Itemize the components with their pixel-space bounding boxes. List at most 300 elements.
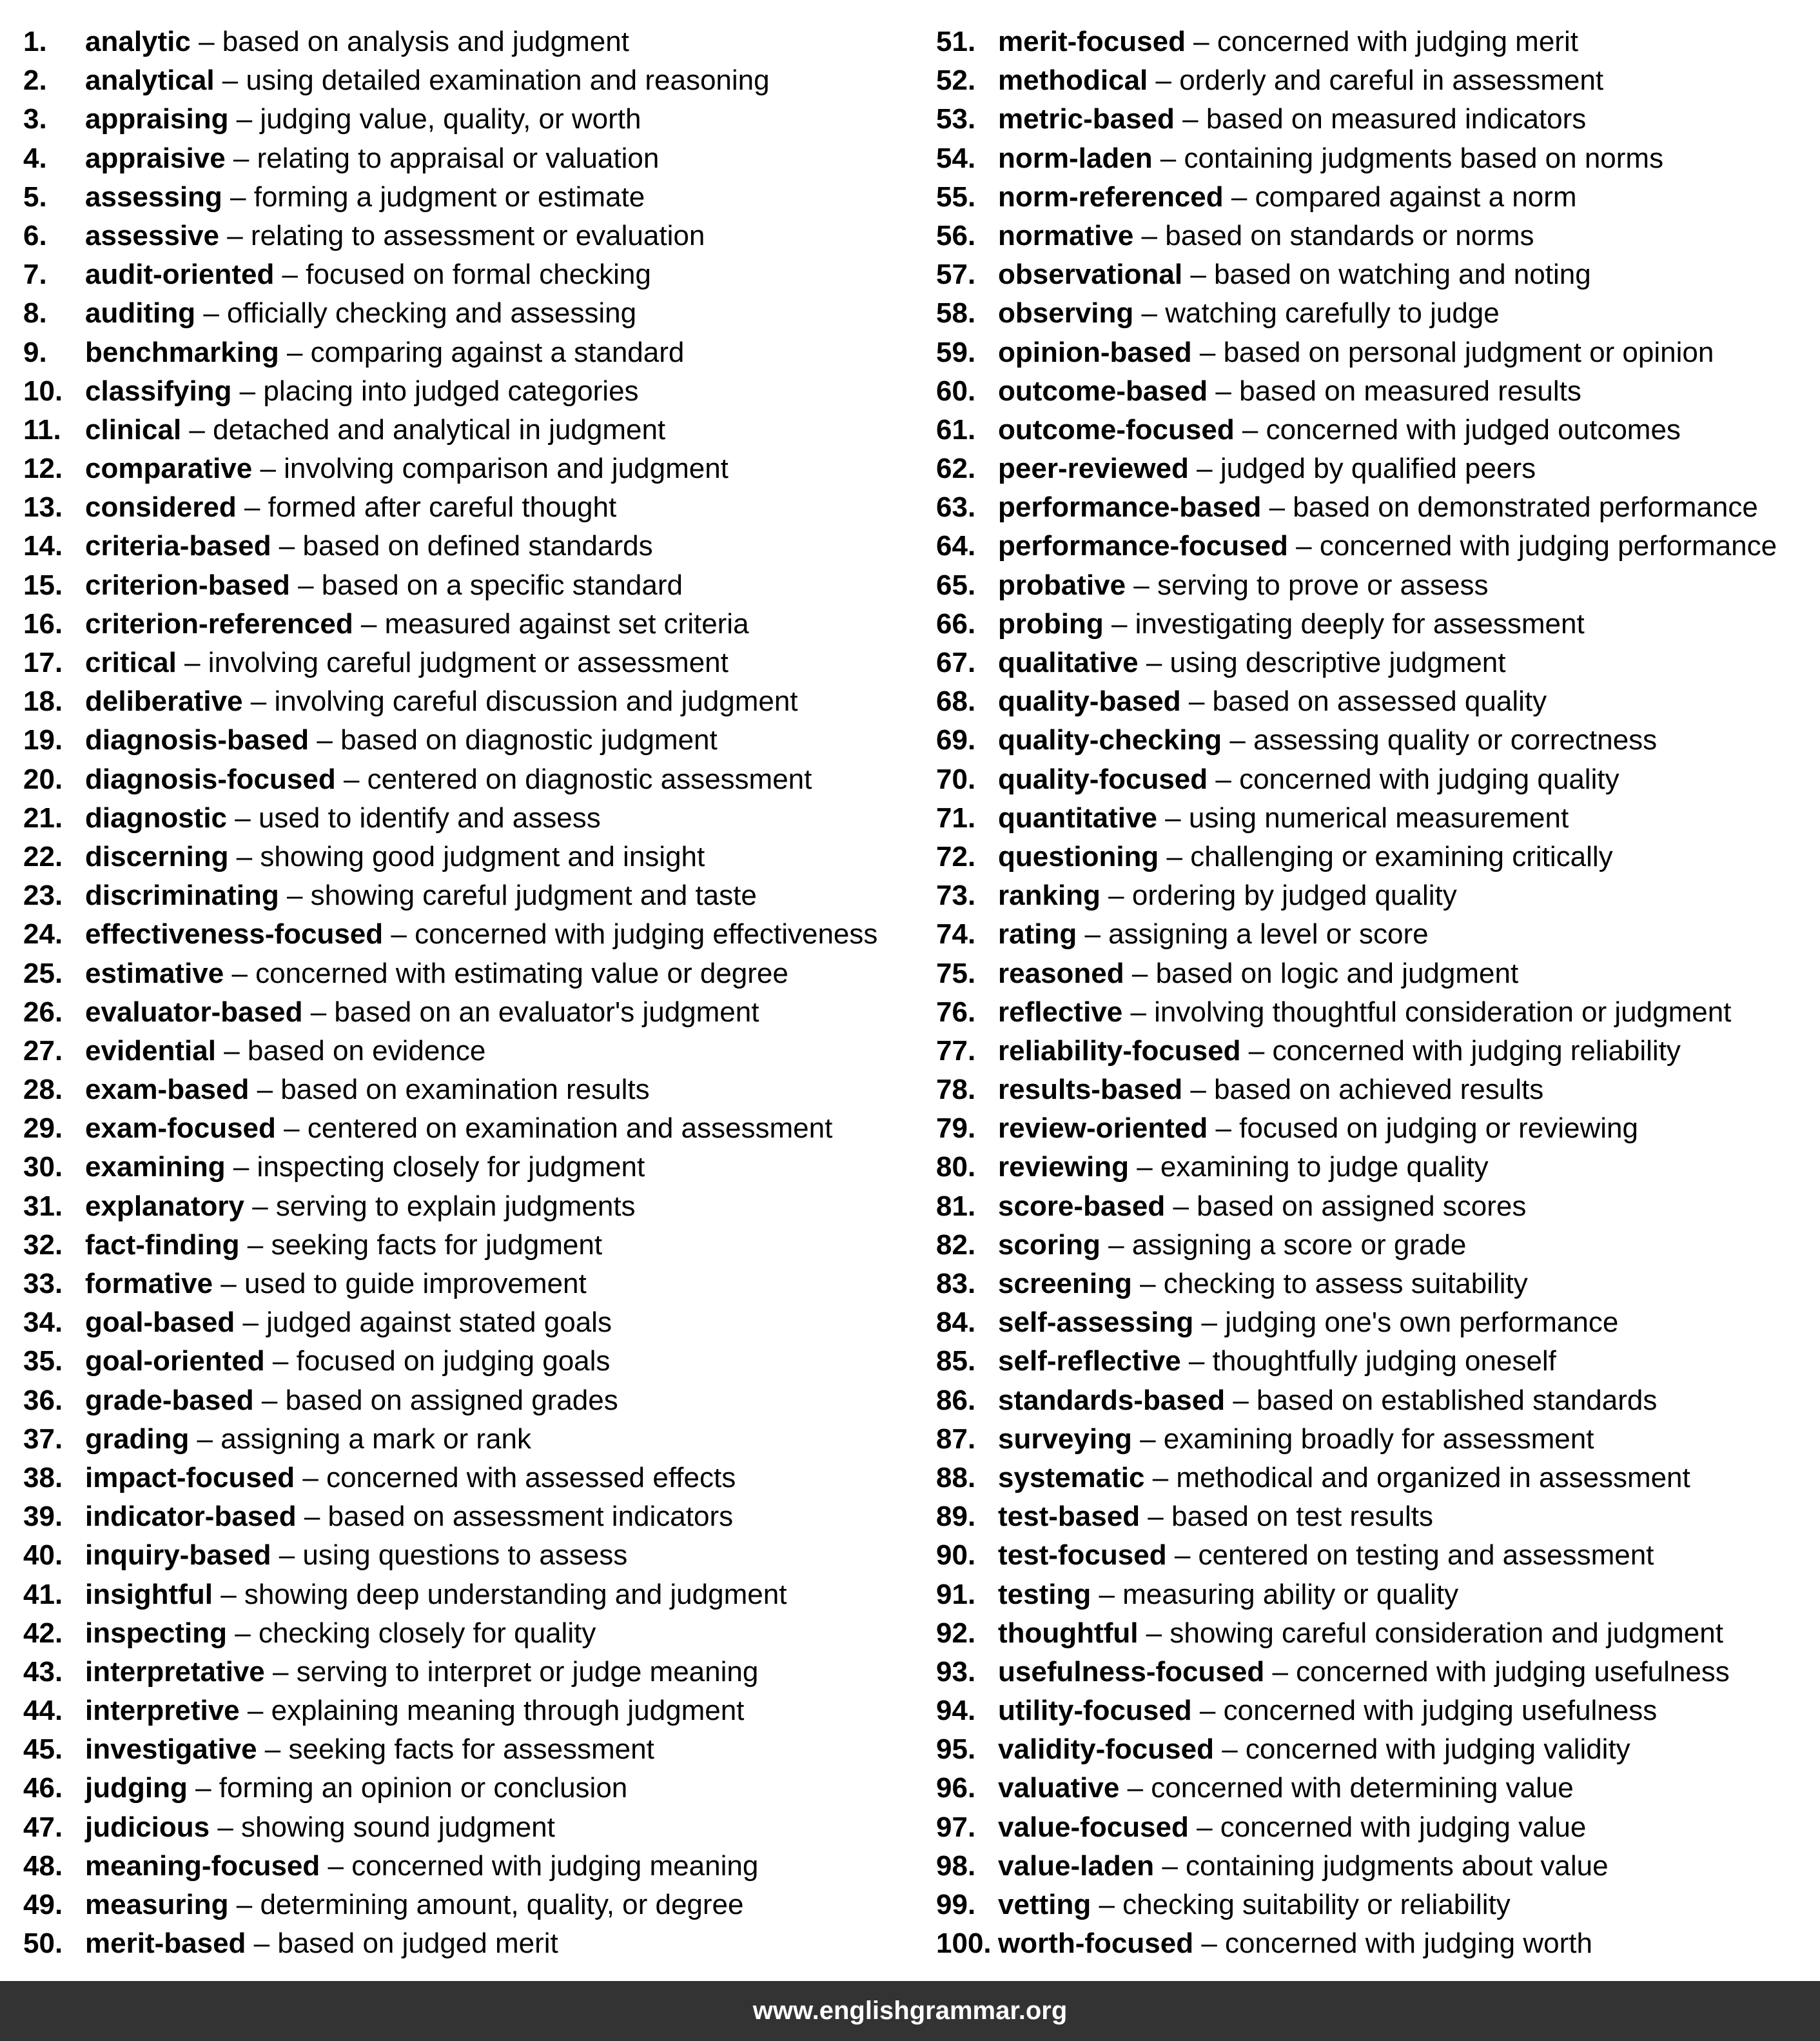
entry-separator: –: [1131, 1268, 1164, 1299]
list-item: [936, 294, 1813, 333]
entry-term: usefulness-focused: [998, 1655, 1265, 1688]
entry-number: 75.: [936, 957, 976, 989]
list-item: [23, 760, 926, 799]
entry-definition: compared against a norm: [1255, 181, 1577, 213]
entry-definition: investigating deeply for assessment: [1135, 607, 1585, 640]
list-item: [936, 915, 1813, 954]
entry-definition: involving careful discussion and judgment: [274, 685, 798, 718]
entry-separator: –: [1157, 802, 1189, 834]
entry-separator: –: [302, 996, 335, 1028]
entry-definition: concerned with determining value: [1151, 1772, 1574, 1804]
entry-number: 20.: [23, 763, 63, 795]
entry-number: 49.: [23, 1889, 63, 1920]
entry-number: 84.: [936, 1306, 976, 1339]
entry-separator: –: [212, 1578, 244, 1610]
entry-term: results-based: [998, 1074, 1183, 1106]
entry-number: 66.: [936, 607, 976, 640]
entry-term: auditing: [85, 297, 196, 330]
list-item: [936, 1497, 1813, 1536]
list-item: [936, 1265, 1813, 1303]
entry-separator: –: [236, 491, 268, 524]
entry-term: probing: [998, 607, 1104, 640]
list-item: [23, 1148, 926, 1187]
entry-term: criterion-based: [85, 569, 290, 601]
entry-separator: –: [187, 1772, 219, 1804]
entry-definition: based on achieved results: [1214, 1074, 1544, 1106]
list-item: [23, 1342, 926, 1381]
entry-term: surveying: [998, 1423, 1132, 1455]
entry-term: quality-based: [998, 685, 1181, 718]
list-item: [936, 488, 1813, 527]
entry-number: 93.: [936, 1655, 976, 1688]
entry-definition: using numerical measurement: [1188, 802, 1569, 834]
list-item: [936, 139, 1813, 178]
entry-definition: based on analysis and judgment: [222, 26, 629, 57]
list-item: [936, 1420, 1813, 1459]
entry-number: 9.: [23, 336, 47, 368]
entry-term: comparative: [85, 453, 253, 485]
entry-term: grade-based: [85, 1384, 254, 1416]
entry-definition: focused on judging goals: [296, 1345, 611, 1377]
list-item: [936, 1187, 1813, 1226]
list-item: [23, 294, 926, 333]
entry-separator: –: [1223, 181, 1255, 213]
entry-number: 31.: [23, 1190, 63, 1222]
list-item: [23, 1303, 926, 1342]
entry-separator: –: [1191, 336, 1224, 368]
list-item: [23, 1769, 926, 1808]
entry-term: diagnostic: [85, 802, 228, 834]
list-item: [23, 1381, 926, 1420]
entry-definition: based on logic and judgment: [1155, 957, 1519, 989]
entry-definition: based on standards or norms: [1165, 219, 1534, 251]
entry-definition: concerned with judging reliability: [1272, 1034, 1681, 1067]
entry-term: benchmarking: [85, 336, 279, 368]
list-item: [23, 721, 926, 760]
entry-number: 34.: [23, 1306, 63, 1339]
entry-separator: –: [1261, 491, 1293, 524]
entry-term: ranking: [998, 880, 1101, 912]
entry-term: value-focused: [998, 1811, 1189, 1843]
entry-number: 33.: [23, 1268, 63, 1299]
list-item: [936, 1342, 1813, 1381]
entry-definition: judging one's own performance: [1225, 1306, 1619, 1339]
entry-number: 98.: [936, 1849, 976, 1882]
list-item: [936, 1032, 1813, 1070]
entry-definition: judged against stated goals: [266, 1306, 612, 1339]
list-item: [936, 760, 1813, 799]
entry-term: opinion-based: [998, 336, 1192, 368]
entry-separator: –: [383, 918, 415, 951]
list-item: [23, 1808, 926, 1847]
list-item: [23, 411, 926, 449]
entry-number: 38.: [23, 1461, 63, 1494]
entry-number: 96.: [936, 1772, 976, 1804]
entry-separator: –: [244, 1190, 276, 1222]
entry-definition: serving to prove or assess: [1157, 569, 1489, 601]
entry-number: 28.: [23, 1074, 63, 1106]
entry-number: 53.: [936, 103, 976, 135]
list-item: [936, 1070, 1813, 1109]
entry-term: clinical: [85, 413, 182, 446]
entry-separator: –: [215, 1034, 248, 1067]
entry-number: 4.: [23, 142, 47, 174]
entry-term: merit-based: [85, 1928, 246, 1960]
list-item: [936, 1381, 1813, 1420]
list-item: [936, 1459, 1813, 1497]
entry-definition: watching carefully to judge: [1165, 297, 1500, 330]
entry-number: 25.: [23, 957, 63, 989]
list-item: [936, 605, 1813, 644]
list-item: [23, 1924, 926, 1963]
entry-number: 46.: [23, 1772, 63, 1804]
entry-number: 60.: [936, 375, 976, 407]
entry-definition: thoughtfully judging oneself: [1212, 1345, 1556, 1377]
entry-number: 68.: [936, 685, 976, 718]
entry-separator: –: [1188, 1811, 1220, 1843]
list-item: [23, 372, 926, 411]
entry-term: exam-focused: [85, 1112, 276, 1145]
entry-number: 37.: [23, 1423, 63, 1455]
entry-definition: forming an opinion or conclusion: [219, 1772, 628, 1804]
entry-definition: detached and analytical in judgment: [213, 413, 666, 446]
list-item: [23, 1886, 926, 1924]
list-item: [23, 217, 926, 255]
list-item: [23, 876, 926, 915]
entry-definition: measuring ability or quality: [1122, 1578, 1459, 1610]
entry-definition: checking suitability or reliability: [1122, 1889, 1511, 1920]
entry-separator: –: [309, 724, 341, 756]
entry-number: 24.: [23, 918, 63, 951]
entry-separator: –: [271, 530, 303, 562]
entry-term: judging: [85, 1772, 188, 1804]
list-item: [23, 527, 926, 566]
list-item: [936, 23, 1813, 61]
entry-term: assessing: [85, 181, 222, 213]
entry-separator: –: [1148, 64, 1180, 97]
entry-separator: –: [231, 375, 264, 407]
entry-term: utility-focused: [998, 1695, 1192, 1727]
entry-number: 35.: [23, 1345, 63, 1377]
entry-definition: concerned with judging worth: [1225, 1928, 1592, 1960]
entry-number: 16.: [23, 607, 63, 640]
entry-definition: showing good judgment and insight: [260, 840, 705, 873]
list-item: [936, 1691, 1813, 1730]
entry-separator: –: [1140, 1501, 1171, 1533]
entry-definition: focused on judging or reviewing: [1239, 1112, 1638, 1145]
entry-term: questioning: [998, 840, 1159, 873]
list-item: [23, 644, 926, 682]
entry-definition: showing sound judgment: [241, 1811, 555, 1843]
entry-term: discriminating: [85, 880, 279, 912]
list-item: [23, 1691, 926, 1730]
entry-number: 3.: [23, 103, 47, 135]
entry-separator: –: [1191, 1695, 1224, 1727]
entry-separator: –: [1138, 647, 1170, 678]
entry-number: 85.: [936, 1345, 976, 1377]
entry-definition: involving thoughtful consideration or judgment: [1154, 996, 1732, 1028]
entry-separator: –: [353, 607, 385, 640]
entry-number: 56.: [936, 219, 976, 251]
entry-definition: centered on diagnostic assessment: [367, 763, 812, 795]
entry-definition: judged by qualified peers: [1220, 453, 1536, 485]
entry-term: score-based: [998, 1190, 1166, 1222]
entry-term: examining: [85, 1151, 226, 1183]
entry-term: methodical: [998, 64, 1148, 97]
entry-number: 89.: [936, 1501, 976, 1533]
entry-definition: forming a judgment or estimate: [253, 181, 645, 213]
entry-separator: –: [213, 1268, 244, 1299]
entry-separator: –: [252, 453, 284, 485]
list-item: [936, 682, 1813, 721]
list-item: [936, 1614, 1813, 1653]
entry-term: validity-focused: [998, 1733, 1214, 1766]
entry-term: scoring: [998, 1228, 1101, 1261]
entry-definition: concerned with judged outcomes: [1266, 413, 1681, 446]
entry-number: 72.: [936, 840, 976, 873]
entry-term: inspecting: [85, 1617, 228, 1649]
entry-definition: used to guide improvement: [244, 1268, 587, 1299]
entry-separator: –: [190, 26, 222, 57]
entry-number: 44.: [23, 1695, 63, 1727]
entry-term: value-laden: [998, 1849, 1155, 1882]
list-item: [23, 333, 926, 372]
entry-separator: –: [242, 685, 275, 718]
entry-separator: –: [176, 647, 208, 678]
entry-definition: using detailed examination and reasoning: [246, 64, 770, 97]
list-item: [936, 333, 1813, 372]
entry-number: 54.: [936, 142, 976, 174]
entry-number: 5.: [23, 181, 47, 213]
entry-definition: checking to assess suitability: [1163, 1268, 1528, 1299]
entry-separator: –: [1119, 1772, 1151, 1804]
entry-term: interpretative: [85, 1655, 265, 1688]
entry-term: judicious: [85, 1811, 210, 1843]
entry-number: 6.: [23, 219, 47, 251]
entry-separator: –: [1193, 1306, 1226, 1339]
entry-term: outcome-focused: [998, 413, 1235, 446]
list-item: [23, 838, 926, 876]
entry-number: 17.: [23, 647, 63, 678]
entry-number: 14.: [23, 530, 63, 562]
entry-term: interpretive: [85, 1695, 240, 1727]
list-item: [23, 1575, 926, 1614]
entry-term: goal-based: [85, 1306, 235, 1339]
entry-separator: –: [1225, 1384, 1257, 1416]
entry-separator: –: [1165, 1190, 1197, 1222]
entry-separator: –: [1124, 957, 1156, 989]
entry-term: norm-referenced: [998, 181, 1224, 213]
list-item: [936, 255, 1813, 294]
entry-separator: –: [1182, 1074, 1215, 1106]
entry-separator: –: [1091, 1578, 1123, 1610]
word-list-right-column: [936, 23, 1813, 1963]
entry-term: diagnosis-based: [85, 724, 309, 756]
entry-term: systematic: [998, 1461, 1145, 1494]
entry-separator: –: [181, 413, 213, 446]
entry-number: 11.: [23, 413, 61, 446]
list-item: [936, 1575, 1813, 1614]
entry-term: probative: [998, 569, 1126, 601]
entry-term: considered: [85, 491, 237, 524]
list-item: [936, 993, 1813, 1032]
entry-term: criteria-based: [85, 530, 271, 562]
entry-number: 58.: [936, 297, 976, 330]
entry-term: evaluator-based: [85, 996, 303, 1028]
entry-term: investigative: [85, 1733, 257, 1766]
entry-term: audit-oriented: [85, 259, 275, 291]
list-item: [23, 23, 926, 61]
list-item: [936, 372, 1813, 411]
entry-definition: concerned with judging quality: [1239, 763, 1619, 795]
entry-separator: –: [257, 1733, 289, 1766]
entry-separator: –: [279, 336, 311, 368]
entry-term: evidential: [85, 1034, 216, 1067]
list-item: [936, 178, 1813, 217]
entry-separator: –: [228, 840, 260, 873]
entry-term: analytical: [85, 64, 215, 97]
entry-separator: –: [1100, 1228, 1132, 1261]
list-item: [23, 1497, 926, 1536]
entry-number: 87.: [936, 1423, 976, 1455]
entry-separator: –: [1166, 1539, 1199, 1572]
entry-definition: officially checking and assessing: [227, 297, 637, 330]
entry-number: 27.: [23, 1034, 63, 1067]
entry-term: metric-based: [998, 103, 1175, 135]
entry-definition: seeking facts for assessment: [288, 1733, 654, 1766]
entry-definition: centered on testing and assessment: [1198, 1539, 1654, 1572]
entry-definition: relating to assessment or evaluation: [250, 219, 705, 251]
entry-number: 41.: [23, 1578, 63, 1610]
entry-number: 15.: [23, 569, 63, 601]
entry-number: 82.: [936, 1228, 976, 1261]
entry-definition: used to identify and assess: [258, 802, 601, 834]
list-item: [936, 1886, 1813, 1924]
entry-number: 76.: [936, 996, 976, 1028]
list-item: [936, 1653, 1813, 1691]
entry-term: observational: [998, 259, 1183, 291]
entry-definition: comparing against a standard: [310, 336, 685, 368]
entry-separator: –: [1174, 103, 1206, 135]
entry-number: 88.: [936, 1461, 976, 1494]
entry-definition: based on an evaluator's judgment: [334, 996, 759, 1028]
entry-separator: –: [195, 297, 228, 330]
entry-definition: based on diagnostic judgment: [340, 724, 718, 756]
list-item: [936, 954, 1813, 993]
list-item: [936, 449, 1813, 488]
entry-term: exam-based: [85, 1074, 250, 1106]
entry-number: 100.: [936, 1928, 992, 1960]
entry-term: test-focused: [998, 1539, 1167, 1572]
entry-definition: based on judged merit: [277, 1928, 558, 1960]
entry-definition: concerned with estimating value or degree: [255, 957, 788, 989]
entry-term: measuring: [85, 1889, 229, 1920]
entry-term: quantitative: [998, 802, 1157, 834]
entry-term: effectiveness-focused: [85, 918, 384, 951]
entry-separator: –: [320, 1849, 352, 1882]
list-item: [936, 61, 1813, 100]
entry-definition: based on demonstrated performance: [1293, 491, 1758, 524]
entry-definition: based on a specific standard: [321, 569, 683, 601]
list-item: [23, 1420, 926, 1459]
footer-website-text: www.englishgrammar.org: [752, 1997, 1068, 2025]
entry-separator: –: [1100, 880, 1132, 912]
entry-separator: –: [225, 1151, 257, 1183]
entry-term: testing: [998, 1578, 1091, 1610]
entry-number: 63.: [936, 491, 976, 524]
entry-separator: –: [249, 1074, 281, 1106]
entry-term: criterion-referenced: [85, 607, 353, 640]
list-item: [936, 527, 1813, 566]
entry-term: appraisive: [85, 142, 226, 174]
entry-number: 10.: [23, 375, 63, 407]
entry-number: 77.: [936, 1034, 976, 1067]
entry-definition: orderly and careful in assessment: [1179, 64, 1604, 97]
entry-separator: –: [224, 957, 256, 989]
list-item: [936, 411, 1813, 449]
entry-separator: –: [228, 1889, 260, 1920]
list-item: [23, 1730, 926, 1769]
entry-definition: based on evidence: [247, 1034, 486, 1067]
list-item: [936, 1769, 1813, 1808]
list-item: [936, 1924, 1813, 1963]
entry-number: 36.: [23, 1384, 63, 1416]
entry-separator: –: [222, 181, 254, 213]
list-item: [936, 1148, 1813, 1187]
entry-separator: –: [1144, 1461, 1177, 1494]
entry-definition: based on measured results: [1239, 375, 1581, 407]
entry-number: 18.: [23, 685, 63, 718]
list-item: [23, 449, 926, 488]
entry-separator: –: [1264, 1655, 1297, 1688]
entry-definition: based on defined standards: [302, 530, 653, 562]
entry-definition: showing careful judgment and taste: [310, 880, 757, 912]
entry-separator: –: [1133, 297, 1166, 330]
entry-number: 74.: [936, 918, 976, 951]
entry-definition: based on measured indicators: [1206, 103, 1587, 135]
entry-separator: –: [275, 1112, 308, 1145]
entry-term: impact-focused: [85, 1461, 295, 1494]
word-list-left-column: [23, 23, 926, 1963]
entry-term: observing: [998, 297, 1134, 330]
entry-number: 92.: [936, 1617, 976, 1649]
list-item: [23, 1847, 926, 1886]
entry-definition: involving comparison and judgment: [284, 453, 729, 485]
entry-number: 97.: [936, 1811, 976, 1843]
entry-term: analytic: [85, 26, 191, 57]
entry-term: peer-reviewed: [998, 453, 1189, 485]
entry-separator: –: [1208, 1112, 1240, 1145]
entry-number: 81.: [936, 1190, 976, 1222]
entry-definition: concerned with judging usefulness: [1296, 1655, 1730, 1688]
entry-term: merit-focused: [998, 26, 1186, 57]
entry-separator: –: [1188, 453, 1220, 485]
entry-term: reviewing: [998, 1151, 1129, 1183]
entry-separator: –: [1208, 763, 1240, 795]
entry-separator: –: [1122, 996, 1155, 1028]
entry-definition: focused on formal checking: [306, 259, 651, 291]
list-item: [936, 1303, 1813, 1342]
entry-number: 50.: [23, 1928, 63, 1960]
entry-separator: –: [1154, 1849, 1186, 1882]
entry-term: self-reflective: [998, 1345, 1181, 1377]
entry-number: 69.: [936, 724, 976, 756]
footer-banner: [0, 1981, 1820, 2041]
entry-separator: –: [219, 219, 251, 251]
entry-definition: placing into judged categories: [263, 375, 639, 407]
list-item: [936, 838, 1813, 876]
entry-separator: –: [271, 1539, 303, 1572]
